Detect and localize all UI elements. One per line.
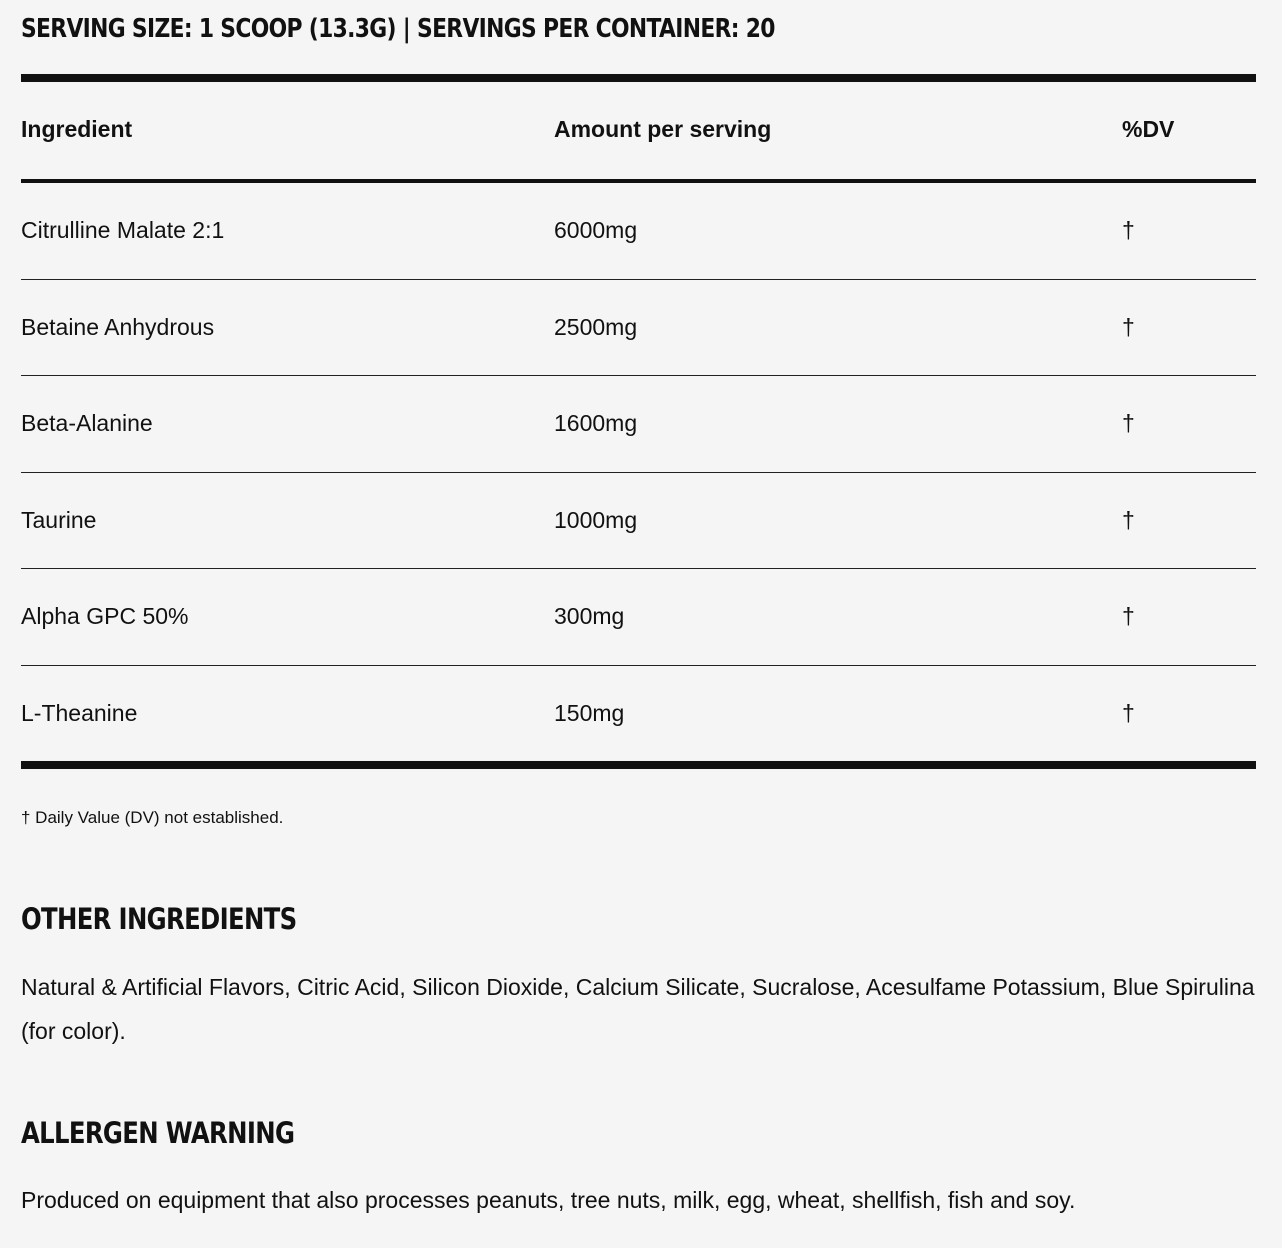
table-header-row [21, 82, 1256, 180]
table-row [21, 183, 1256, 280]
ingredient-amount: 1000mg [554, 506, 638, 533]
ingredient-name: L-Theanine [21, 699, 138, 726]
table-row [21, 666, 1256, 763]
other-ingredients-text: Natural & Artificial Flavors, Citric Acid, Silicon Dioxide, Calcium Silicate, Sucralose, Acesulfame Potassium, Blue Spirulina (for color). [21, 974, 1255, 1044]
ingredient-table-body [21, 183, 1256, 762]
ingredient-name: Taurine [21, 506, 97, 533]
header-amount: Amount per serving [554, 116, 772, 142]
ingredient-name: Citrulline Malate 2:1 [21, 217, 225, 243]
header-dv: %DV [1122, 116, 1175, 142]
ingredient-amount: 150mg [554, 699, 625, 726]
dv-footnote: † Daily Value (DV) not established. [21, 808, 284, 827]
table-row [21, 376, 1256, 473]
ingredient-name: Betaine Anhydrous [21, 313, 215, 340]
ingredient-amount: 1600mg [554, 410, 638, 436]
header-ingredient: Ingredient [21, 116, 133, 142]
ingredient-dv: † [1122, 313, 1135, 340]
ingredient-dv: † [1122, 217, 1135, 243]
ingredient-name: Alpha GPC 50% [21, 603, 189, 629]
allergen-warning-heading: ALLERGEN WARNING [21, 1116, 295, 1150]
ingredient-amount: 2500mg [554, 313, 638, 340]
table-row [21, 473, 1256, 570]
allergen-warning-text: Produced on equipment that also processes peanuts, tree nuts, milk, egg, wheat, shellfish, fish and soy. [21, 1187, 1076, 1213]
ingredient-name: Beta-Alanine [21, 410, 153, 436]
table-row [21, 280, 1256, 377]
other-ingredients-heading: OTHER INGREDIENTS [21, 902, 297, 936]
ingredient-dv: † [1122, 506, 1135, 533]
ingredient-amount: 300mg [554, 603, 625, 629]
ingredient-dv: † [1122, 410, 1135, 436]
ingredient-amount: 6000mg [554, 217, 638, 243]
top-thick-divider [21, 74, 1256, 82]
ingredient-dv: † [1122, 603, 1135, 629]
serving-info: SERVING SIZE: 1 SCOOP (13.3G) | SERVINGS PER CONTAINER: 20 [21, 14, 775, 44]
bottom-thick-divider [21, 761, 1256, 769]
table-row [21, 569, 1256, 666]
ingredient-dv: † [1122, 699, 1135, 726]
